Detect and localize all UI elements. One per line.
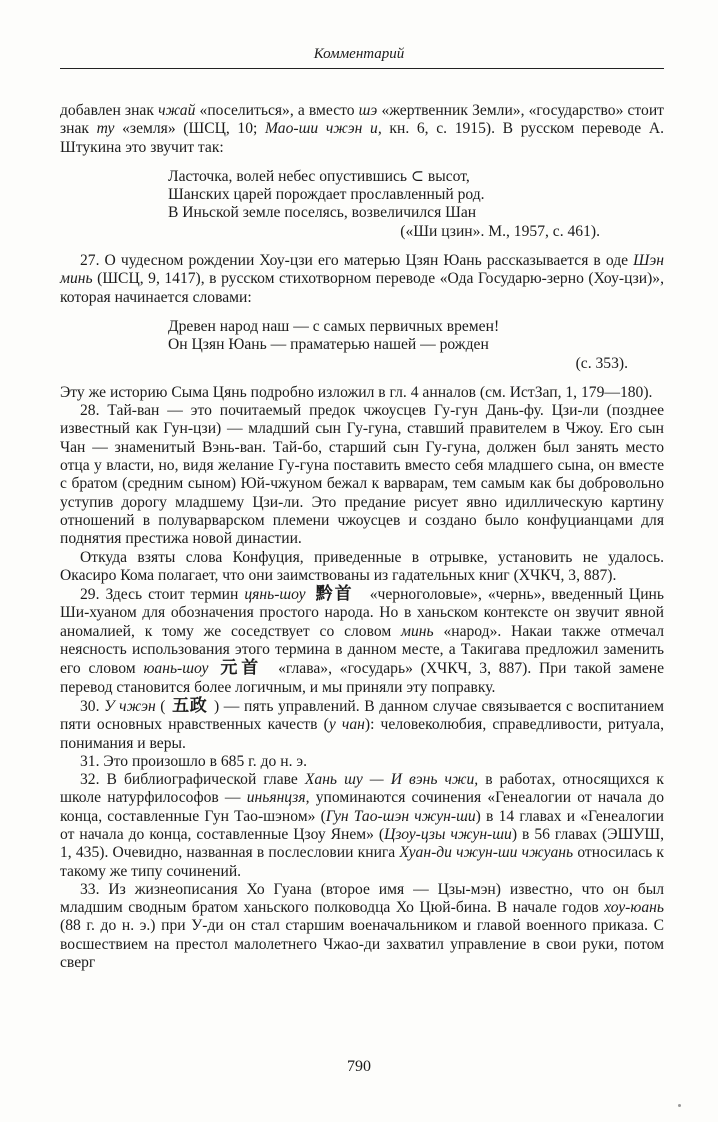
note-27: 27. О чудесном рождении Хоу-цзи его матерью Цзян Юань рассказывается в оде Шэн минь (ШСЦ, 9, 1417), в русском стихотворном переводе «Ода Государю-зерно (Хоу-цзи)», которая начинается словами: — [60, 252, 664, 306]
verse-source: («Ши цзин». М., 1957, с. 461). — [400, 222, 600, 240]
main-text — [60, 102, 664, 972]
verse-line: Ласточка, волей небес опустившись ⊂ высот, — [168, 167, 470, 185]
verse-line: В Иньской земле поселясь, возвеличился Шан — [168, 204, 477, 222]
chinese-characters: 黔首 — [313, 584, 354, 605]
note-31: 31. Это произошло в 685 г. до н. э. — [80, 752, 307, 770]
verse-quote-2 — [168, 318, 664, 373]
paragraph-after-27: Эту же историю Сыма Цянь подробно изложил в гл. 4 анналов (см. ИстЗап, 1, 179—180). — [60, 383, 653, 401]
chinese-characters: 五政 — [172, 695, 208, 716]
verse-source: (с. 353). — [575, 354, 628, 372]
verse-line: Древен народ наш — с самых первичных времен! — [168, 317, 500, 335]
note-29: 29. Здесь стоит термин цянь-шоу 黔首 «черноголовые», «чернь», введенный Цинь Ши-хуаном для обозначения простого народа. Но в ханьском контексте он звучит явной аномалией, к тому же соседствует со словом минь «народ». Накаи также отмечал неясность использования этого термина в данном месте, а Такигава предложил заменить его словом юань-шоу 元首 «глава», «государь» (ХЧКЧ, 3, 887). При такой замене перевод становится более логичным, и мы приняли эту поправку. — [60, 584, 665, 696]
note-33: 33. Из жизнеописания Хо Гуана (второе имя — Цзы-мэн) известно, что он был младшим сводным братом ханьского полководца Хо Цюй-бина. В начале годов хоу-юань (88 г. до н. э.) при У-ди он стал старшим военачальником и главой военного приказа. С восшествием на престол малолетнего Чжао-ди захватил управление в свои руки, потом сверг — [60, 880, 664, 972]
verse-line: Он Цзян Юань — праматерью нашей — рожден — [168, 336, 489, 354]
header-rule — [60, 68, 664, 69]
chinese-characters: 元首 — [216, 658, 263, 679]
note-30: 30. У чжэн ( 五政 ) — пять управлений. В данном случае связывается с воспитанием пяти основных нравственных качеств (у чан): человеколюбия, справедливости, ритуала, понимания и веры. — [60, 695, 665, 752]
note-32: 32. В библиографической главе Хань шу — И вэнь чжи, в работах, относящихся к школе натурфилософов — иньянцзя, упоминаются сочинения «Генеалогии от начала до конца, составленные Гун Тао-шэном» (Гун Тао-шэн чжун-ши) в 14 главах и «Генеалогии от начала до конца, составленные Цзоу Янем» (Цзоу-цзы чжун-ши) в 56 главах (ЭШУШ, 1, 435). Очевидно, названная в послесловии книга Хуан-ди чжун-ши чжуань относилась к такому же типу сочинений. — [60, 771, 665, 880]
page-number: 790 — [347, 1058, 371, 1075]
running-head: Комментарий — [313, 46, 405, 62]
verse-line: Шанских царей порождает прославленный род. — [168, 186, 485, 204]
verse-quote-1 — [168, 168, 664, 241]
paragraph-after-28: Откуда взяты слова Конфуция, приведенные в отрывке, установить не удалось. Окасиро Кома полагает, что они заимствованы из гадательных книг (ХЧКЧ, 3, 887). — [60, 548, 664, 584]
scan-speck — [678, 1104, 681, 1107]
note-28: 28. Тай-ван — это почитаемый предок чжоусцев Гу-гун Дань-фу. Цзи-ли (позднее известный как Гун-цзи) — младший сын Гу-гуна, ставший правителем в Чжоу. Его сын Чан — знаменитый Вэнь-ван. Тай-бо, старший сын Гу-гуна, должен был занять место отца у власти, но, видя желание Гу-гуна поставить вместо себя младшего сына, он вместе с братом (средним сыном) Юй-чжуном бежал к варварам, тем самым как бы добровольно уступив дорогу младшему Цзи-ли. Это предание рисует явно идиллическую картину отношений в полуварварском племени чжоусцев и создано было конфуцианцами для поднятия престижа новой династии. — [60, 402, 664, 548]
paragraph-continuation: добавлен знак чжай «поселиться», а вместо шэ «жертвенник Земли», «государство» стоит знак ту «земля» (ШСЦ, 10; Мао-ши чжэн и, кн. 6, с. 1915). В русском переводе А. Штукина это звучит так: — [60, 102, 665, 156]
